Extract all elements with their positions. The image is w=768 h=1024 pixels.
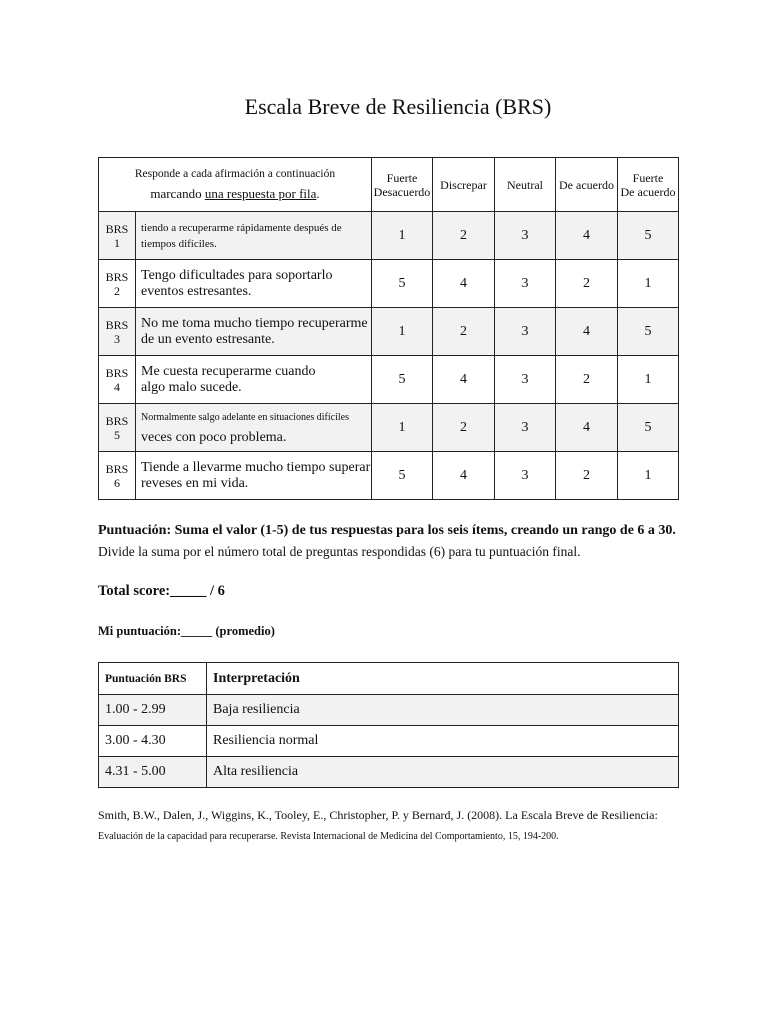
response-option[interactable]: 3 — [495, 308, 556, 356]
score-range: 3.00 - 4.30 — [99, 726, 207, 757]
interpretation-row — [99, 726, 679, 757]
item-id: BRS 2 — [99, 260, 136, 308]
scoring-divide-note: Divide la suma por el número total de preguntas respondidas (6) para tu puntuación final. — [98, 544, 581, 559]
scoring-instruction: Puntuación: Suma el valor (1-5) de tus respuestas para los seis ítems, creando un rango de 6 a 30. — [98, 523, 676, 538]
item-statement: Me cuesta recuperarme cuando algo malo sucede. — [136, 356, 372, 404]
table-row — [99, 260, 679, 308]
option-header-strongly-agree: Fuerte De acuerdo — [618, 158, 679, 212]
table-row — [99, 308, 679, 356]
total-score-field: Total score:_____ / 6 — [98, 583, 225, 599]
response-option[interactable]: 5 — [618, 212, 679, 260]
item-statement: tiendo a recuperarme rápidamente después de tiempos difíciles. — [136, 212, 372, 260]
response-option[interactable]: 1 — [372, 308, 433, 356]
score-range: 1.00 - 2.99 — [99, 695, 207, 726]
interpretation-label: Baja resiliencia — [207, 695, 679, 726]
interpretation-row — [99, 695, 679, 726]
response-option[interactable]: 1 — [372, 404, 433, 452]
response-option[interactable]: 4 — [433, 452, 495, 500]
response-option[interactable]: 2 — [433, 212, 495, 260]
response-option[interactable]: 5 — [618, 404, 679, 452]
response-option[interactable]: 3 — [495, 404, 556, 452]
interpretation-column-header: Interpretación — [207, 663, 679, 695]
response-option[interactable]: 4 — [556, 404, 618, 452]
response-option[interactable]: 1 — [618, 452, 679, 500]
response-option[interactable]: 1 — [618, 260, 679, 308]
table-row — [99, 356, 679, 404]
response-option[interactable]: 2 — [433, 308, 495, 356]
response-option[interactable]: 5 — [372, 452, 433, 500]
reference-line-1: Smith, B.W., Dalen, J., Wiggins, K., Tooley, E., Christopher, P. y Bernard, J. (2008). La Escala Breve de Resiliencia: — [98, 808, 658, 822]
response-option[interactable]: 4 — [433, 356, 495, 404]
response-option[interactable]: 3 — [495, 452, 556, 500]
response-option[interactable]: 1 — [618, 356, 679, 404]
response-option[interactable]: 3 — [495, 260, 556, 308]
interpretation-row — [99, 757, 679, 788]
response-option[interactable]: 2 — [556, 260, 618, 308]
item-id: BRS 5 — [99, 404, 136, 452]
page-title: Escala Breve de Resiliencia (BRS) — [244, 94, 552, 119]
response-option[interactable]: 5 — [372, 356, 433, 404]
item-statement: Tiende a llevarme mucho tiempo superar reveses en mi vida. — [136, 452, 372, 500]
table-row — [99, 212, 679, 260]
item-id: BRS 3 — [99, 308, 136, 356]
response-option[interactable]: 4 — [433, 260, 495, 308]
brs-scale-table — [98, 157, 679, 500]
option-header-neutral: Neutral — [495, 158, 556, 212]
item-id: BRS 4 — [99, 356, 136, 404]
score-range: 4.31 - 5.00 — [99, 757, 207, 788]
response-option[interactable]: 2 — [556, 452, 618, 500]
item-id: BRS 6 — [99, 452, 136, 500]
instruction-line-2: marcando una respuesta por fila. — [150, 185, 320, 201]
option-header-strongly-disagree: Fuerte Desacuerdo — [372, 158, 433, 212]
response-option[interactable]: 5 — [372, 260, 433, 308]
response-option[interactable]: 4 — [556, 212, 618, 260]
table-header-row — [99, 158, 679, 212]
response-option[interactable]: 2 — [556, 356, 618, 404]
item-statement: Tengo dificultades para soportarlo eventos estresantes. — [136, 260, 372, 308]
response-option[interactable]: 1 — [372, 212, 433, 260]
table-row — [99, 404, 679, 452]
response-option[interactable]: 3 — [495, 356, 556, 404]
item-statement: Normalmente salgo adelante en situaciones difíciles veces con poco problema. — [136, 404, 372, 452]
response-option[interactable]: 2 — [433, 404, 495, 452]
item-id: BRS 1 — [99, 212, 136, 260]
response-option[interactable]: 4 — [556, 308, 618, 356]
interpretation-table — [98, 662, 679, 788]
table-row — [99, 452, 679, 500]
option-header-agree: De acuerdo — [556, 158, 618, 212]
instruction-line-1: Responde a cada afirmación a continuación — [134, 167, 336, 180]
interpretation-header-row — [99, 663, 679, 695]
instruction-header — [99, 158, 372, 212]
interpretation-label: Alta resiliencia — [207, 757, 679, 788]
my-score-field: Mi puntuación:_____ (promedio) — [98, 624, 275, 638]
item-statement: No me toma mucho tiempo recuperarme de un evento estresante. — [136, 308, 372, 356]
response-option[interactable]: 5 — [618, 308, 679, 356]
reference-line-2: Evaluación de la capacidad para recuperarse. Revista Internacional de Medicina del Comportamiento, 15, 194-200. — [98, 831, 559, 842]
score-column-header: Puntuación BRS — [99, 663, 207, 695]
interpretation-label: Resiliencia normal — [207, 726, 679, 757]
option-header-disagree: Discrepar — [433, 158, 495, 212]
response-option[interactable]: 3 — [495, 212, 556, 260]
